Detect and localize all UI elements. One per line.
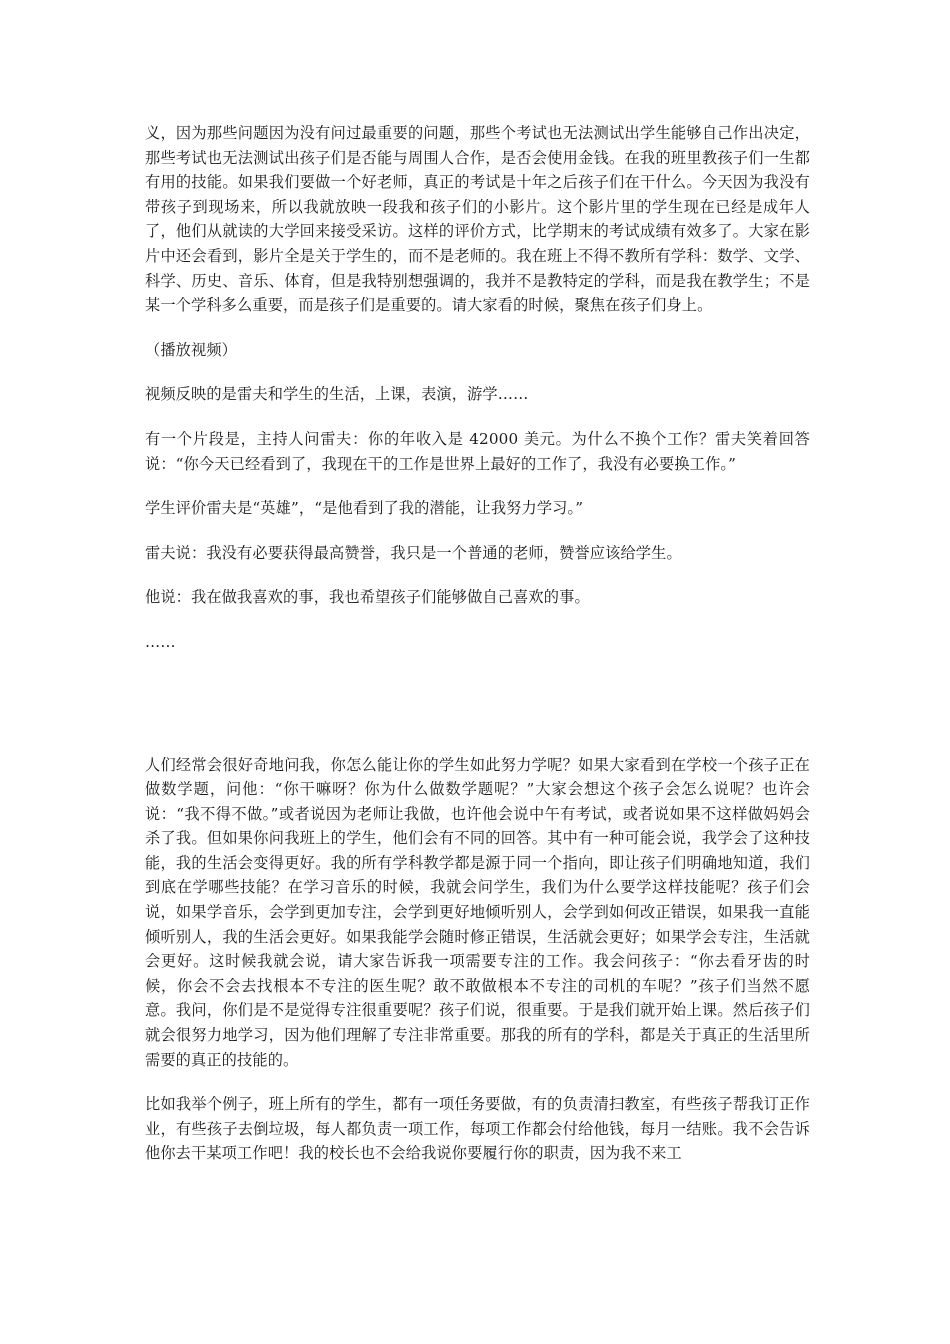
paragraph-spacer <box>145 476 810 496</box>
paragraph-rafe-says-honor: 雷夫说：我没有必要获得最高赞誉，我只是一个普通的老师，赞誉应该给学生。 <box>145 543 682 562</box>
paragraph-intro: 义，因为那些问题因为没有问过最重要的问题，那些个考试也无法测试出学生能够自己作出决定，那些考试也无法测试出孩子们是否能与周围人合作，是否会使用金钱。在我的班里教孩子们一生都有用的技能。如果我们要做一个好老师，真正的考试是十年之后孩子们在干什么。今天因为我没有带孩子到现场来，所以我就放映一段我和孩子们的小影片。这个影片里的学生现在已经是成年人了，他们从就读的大学回来接受采访。这样的评价方式，比学期末的考试成绩有效多了。大家在影片中还会看到，影片全是关于学生的，而不是老师的。我在班上不得不教所有学科：数学、文学、科学、历史、音乐、体育，但是我特别想强调的，我并不是教特定的学科，而是我在教学生；不是某一个学科多么重要，而是孩子们是重要的。请大家看的时候，聚焦在孩子们身上。 <box>145 124 810 315</box>
document-page <box>145 121 810 1166</box>
paragraph-video-summary: 视频反映的是雷夫和学生的生活，上课，表演，游学…… <box>145 385 529 404</box>
section-spacer <box>145 655 810 753</box>
paragraph-class-jobs: 比如我举个例子，班上所有的学生，都有一项任务要做，有的负责清扫教室，有些孩子帮我订正作业，有些孩子去倒垃圾，每人都负责一项工作，每项工作都会付给他钱，每月一结账。我不会告诉他你去干某项工作吧！我的校长也不会给我说你要履行你的职责，因为我不来工 <box>145 1095 810 1163</box>
paragraph-spacer <box>145 521 810 541</box>
paragraph-spacer <box>145 318 810 338</box>
paragraph-host-question: 有一个片段是，主持人问雷夫：你的年收入是 42000 美元。为什么不换个工作？雷夫笑着回答说：“你今天已经看到了，我现在干的工作是世界上最好的工作了，我没有必要换工作。” <box>145 429 810 473</box>
paragraph-spacer <box>145 1072 810 1092</box>
paragraph-spacer <box>145 407 810 427</box>
paragraph-spacer <box>145 565 810 585</box>
paragraph-play-video: （播放视频） <box>145 340 238 359</box>
paragraph-why-study: 人们经常会很好奇地问我，你怎么能让你的学生如此努力学呢？如果大家看到在学校一个孩子正在做数学题，问他：“你干嘛呀？你为什么做数学题呢？”大家会想这个孩子会怎么说呢？也许会说：“我不得不做。”或者说因为老师让我做，也许他会说中午有考试，或者说如果不这样做妈妈会杀了我。但如果你问我班上的学生，他们会有不同的回答。其中有一种可能会说，我学会了这种技能，我的生活会变得更好。我的所有学科教学都是源于同一个指向，即让孩子们明确地知道，我们到底在学哪些技能？在学习音乐的时候，我就会问学生，我们为什么要学这样技能呢？孩子们会说，如果学音乐，会学到更加专注，会学到更好地倾听别人，会学到如何改正错误，如果我一直能倾听别人，我的生活会更好。如果我能学会随时修正错误，生活就会更好；如果学会专注，生活就会更好。这时候我就会说，请大家告诉我一项需要专注的工作。我会问孩子：“你去看牙齿的时候，你会不会去找根本不专注的医生呢？敢不敢做根本不专注的司机的车呢？”孩子们当然不愿意。我问，你们是不是觉得专注很重要呢？孩子们说，很重要。于是我们就开始上课。然后孩子们就会很努力地学习，因为他们理解了专注非常重要。那我的所有的学科，都是关于真正的生活里所需要的真正的技能的。 <box>145 755 810 1069</box>
paragraph-rafe-says-like: 他说：我在做我喜欢的事，我也希望孩子们能够做自己喜欢的事。 <box>145 588 590 607</box>
paragraph-spacer <box>145 610 810 630</box>
paragraph-spacer <box>145 362 810 382</box>
paragraph-ellipsis: …… <box>145 632 176 651</box>
paragraph-student-evaluation: 学生评价雷夫是“英雄”，“是他看到了我的潜能，让我努力学习。” <box>145 499 584 518</box>
